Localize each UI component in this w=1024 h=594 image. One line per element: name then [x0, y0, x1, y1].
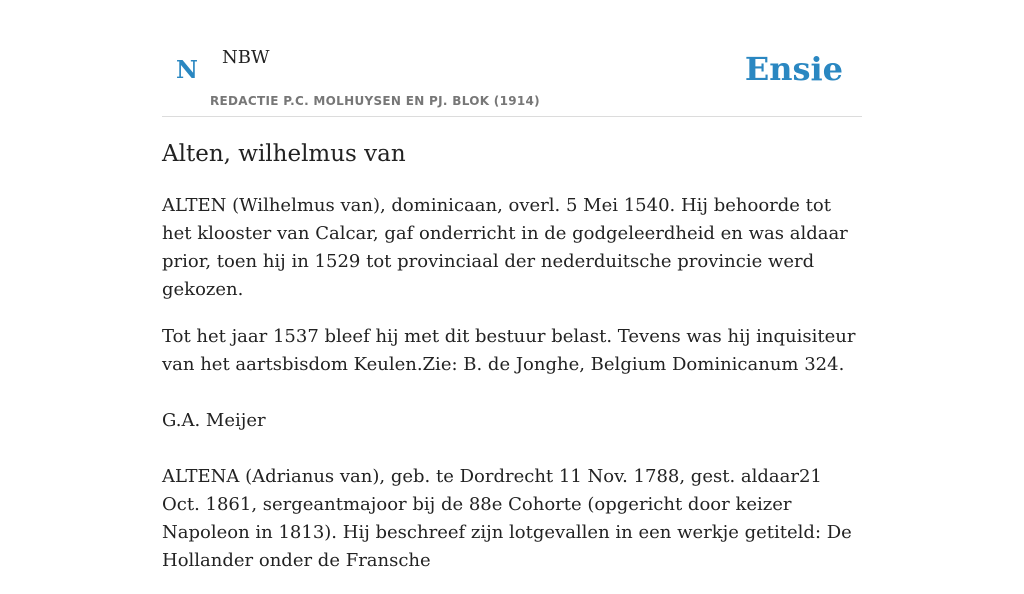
paragraph: ALTENA (Adrianus van), geb. te Dordrecht 11 Nov. 1788, gest. aldaar21 Oct. 1861, sergeantmajoor bij de 88e Cohorte (opgericht door keizer Napoleon in 1813). Hij beschreef zijn lotgevallen in een werkje getiteld: De Hollander onder de Fransche: [162, 466, 852, 571]
entry-body: [162, 192, 862, 594]
paragraph: ALTEN (Wilhelmus van), dominicaan, overl. 5 Mei 1540. Hij behoorde tot het klooster van Calcar, gaf onderricht in de godgeleerdheid en was aldaar prior, toen hij in 1529 tot provinciaal der nederduitsche provincie werd gekozen.: [162, 195, 848, 300]
author-signature: G.A. Meijer: [162, 410, 266, 431]
source-subtitle: REDACTIE P.C. MOLHUYSEN EN PJ. BLOK (1914): [210, 94, 540, 108]
source-title[interactable]: NBW: [222, 47, 270, 68]
entry-title: Alten, wilhelmus van: [162, 141, 406, 167]
brand-logo[interactable]: Ensie: [744, 50, 843, 88]
page: [162, 0, 862, 571]
header: [162, 0, 862, 117]
paragraph: Tot het jaar 1537 bleef hij met dit bestuur belast. Tevens was hij inquisiteur van het aartsbisdom Keulen.Zie: B. de Jonghe, Belgium Dominicanum 324.: [162, 326, 856, 375]
source-logo[interactable]: N: [176, 55, 198, 84]
